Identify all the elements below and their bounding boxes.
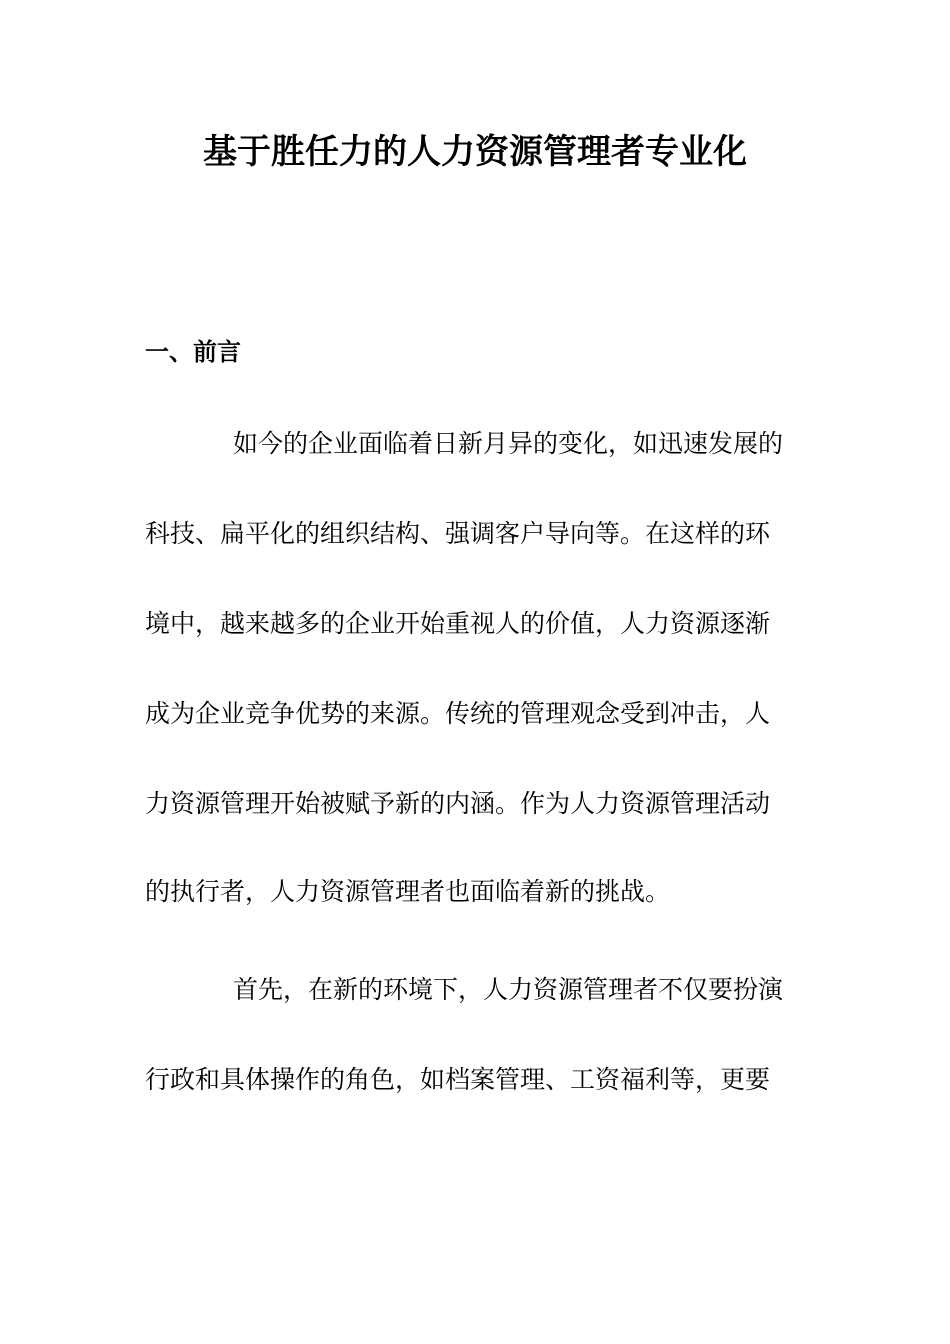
paragraph-line: 的执行者，人力资源管理者也面临着新的挑战。: [145, 877, 671, 906]
paragraph-line: 力资源管理开始被赋予新的内涵。作为人力资源管理活动: [145, 789, 771, 818]
paragraph-line: 科技、扁平化的组织结构、强调客户导向等。在这样的环: [145, 519, 771, 548]
paragraph-line: 成为企业竞争优势的来源。传统的管理观念受到冲击，人: [145, 699, 771, 728]
paragraph-line: 如今的企业面临着日新月异的变化，如迅速发展的: [233, 429, 784, 458]
paragraph-line: 境中，越来越多的企业开始重视人的价值，人力资源逐渐: [145, 609, 771, 638]
paragraph-line: 行政和具体操作的角色，如档案管理、工资福利等，更要: [145, 1065, 771, 1094]
section-heading-preface: 一、前言: [145, 338, 241, 366]
document-title: 基于胜任力的人力资源管理者专业化: [203, 132, 747, 172]
paragraph-line: 首先，在新的环境下，人力资源管理者不仅要扮演: [233, 975, 784, 1004]
